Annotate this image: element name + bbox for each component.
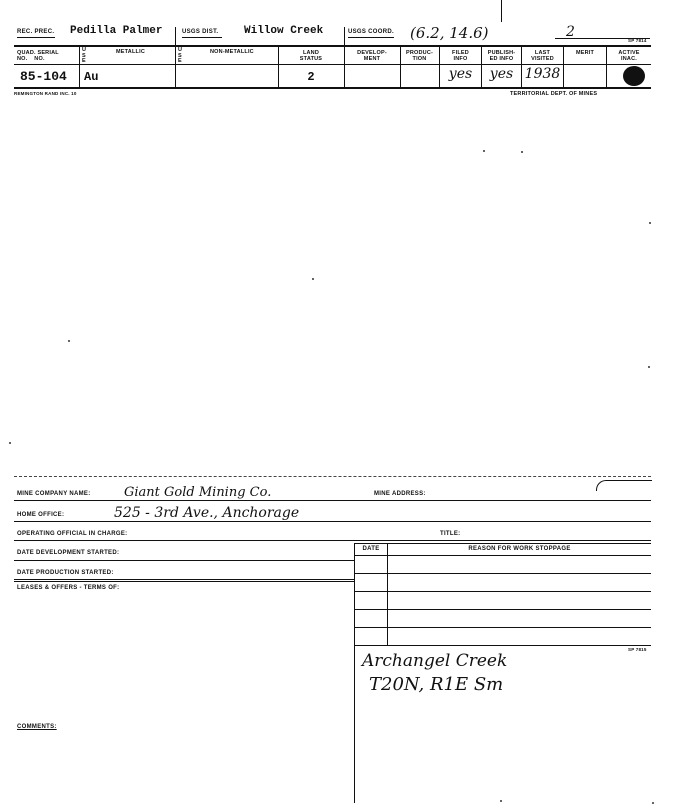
col-divider (175, 27, 176, 45)
col-use-2: U S E (178, 47, 183, 64)
usgs-dist-label: USGS DIST. (182, 29, 219, 35)
metallic-value: Au (84, 70, 99, 84)
scan-speck (312, 278, 314, 280)
form-code-2: SP 7815 (628, 647, 647, 652)
last-visited-value: 1938 (524, 66, 561, 82)
territorial-imprint: TERRITORIAL DEPT. OF MINES (510, 91, 598, 97)
col-divider (79, 46, 80, 88)
stoppage-date-header: DATE (362, 546, 380, 552)
col-production: PRODUC- TION (405, 50, 434, 62)
form-code: SP 7814 (628, 38, 647, 43)
col-divider (344, 27, 345, 45)
stoppage-row-rule (354, 627, 651, 628)
mine-company-label: MINE COMPANY NAME: (17, 491, 91, 497)
card-edge-dashed (14, 476, 651, 477)
operating-official-label: OPERATING OFFICIAL IN CHARGE: (17, 531, 128, 537)
col-active: ACTIVE INAC. (618, 50, 640, 62)
home-office-value: 525 - 3rd Ave., Anchorage (114, 505, 300, 521)
mine-company-value: Giant Gold Mining Co. (124, 485, 272, 500)
date-production-label: DATE PRODUCTION STARTED: (17, 570, 114, 576)
card-curl (596, 480, 652, 491)
rec-prec-underline (17, 37, 55, 38)
col-divider (344, 46, 345, 88)
land-status-value: 2 (307, 70, 315, 84)
handwritten-note-line2: T20N, R1E Sm (369, 674, 504, 695)
usgs-dist-value: Willow Creek (244, 25, 324, 37)
date-development-label: DATE DEVELOPMENT STARTED: (17, 550, 120, 556)
table-bottom-rule-double (14, 88, 651, 89)
stoppage-header-rule (354, 555, 651, 556)
col-metallic: METALLIC (116, 49, 145, 55)
top-tick-line (501, 0, 502, 22)
row-rule-double (354, 543, 651, 544)
leases-label: LEASES & OFFERS - TERMS OF: (17, 585, 120, 591)
row-rule (14, 540, 651, 541)
col-divider (439, 46, 440, 88)
comments-label: COMMENTS: (17, 724, 57, 730)
col-quad-serial: QUAD. SERIAL NO. NO. (17, 50, 59, 62)
row-rule-double (14, 581, 354, 582)
col-divider (278, 46, 279, 88)
row-rule (14, 560, 354, 561)
scan-speck (649, 222, 651, 224)
row-rule (14, 579, 354, 580)
published-info-value: yes (489, 66, 514, 82)
col-filed-info: FILED INFO (452, 50, 469, 62)
scan-speck (68, 340, 70, 342)
printer-imprint: REMINGTON RAND INC. 10 (14, 91, 77, 96)
rec-prec-label: REC. PREC. (17, 29, 55, 35)
rec-prec-value: Pedilla Palmer (70, 25, 163, 37)
handwritten-note-line1: Archangel Creek (362, 651, 508, 671)
column-header-bottom-rule (14, 64, 651, 65)
usgs-coord-value: (6.2, 14.6) (410, 24, 489, 42)
scan-speck (500, 800, 502, 802)
col-use-1: U S E (82, 47, 87, 64)
scan-speck (652, 802, 654, 804)
row-rule (14, 521, 651, 522)
header-rule-double (14, 46, 651, 47)
stoppage-reason-header: REASON FOR WORK STOPPAGE (468, 546, 571, 552)
col-non-metallic: NON-METALLIC (210, 49, 254, 55)
row-rule (14, 500, 651, 501)
home-office-label: HOME OFFICE: (17, 512, 65, 518)
stoppage-row-rule (354, 591, 651, 592)
scan-speck (483, 150, 485, 152)
col-published-info: PUBLISH- ED INFO (487, 50, 516, 62)
col-land-status: LAND STATUS (299, 50, 323, 62)
quad-serial-value: 85-104 (20, 69, 67, 84)
col-last-visited: LAST VISITED (531, 50, 554, 62)
title-label: TITLE: (440, 531, 461, 537)
scan-speck (648, 366, 650, 368)
stoppage-table-left (354, 543, 355, 803)
mine-address-label: MINE ADDRESS: (374, 491, 426, 497)
stoppage-date-divider (387, 543, 388, 646)
usgs-dist-underline (182, 37, 222, 38)
usgs-coord-label: USGS COORD. (348, 29, 394, 35)
stoppage-row-rule (354, 609, 651, 610)
filed-info-value: yes (448, 66, 473, 82)
col-merit: MERIT (575, 50, 595, 56)
active-status-mark (623, 66, 645, 86)
scan-speck (9, 442, 11, 444)
col-divider (175, 46, 176, 88)
stoppage-row-rule (354, 573, 651, 574)
col-development: DEVELOP- MENT (357, 50, 387, 62)
scan-speck (521, 151, 523, 153)
usgs-coord-underline (348, 37, 394, 38)
stoppage-row-rule (354, 645, 651, 646)
handwritten-number: 2 (566, 24, 575, 40)
